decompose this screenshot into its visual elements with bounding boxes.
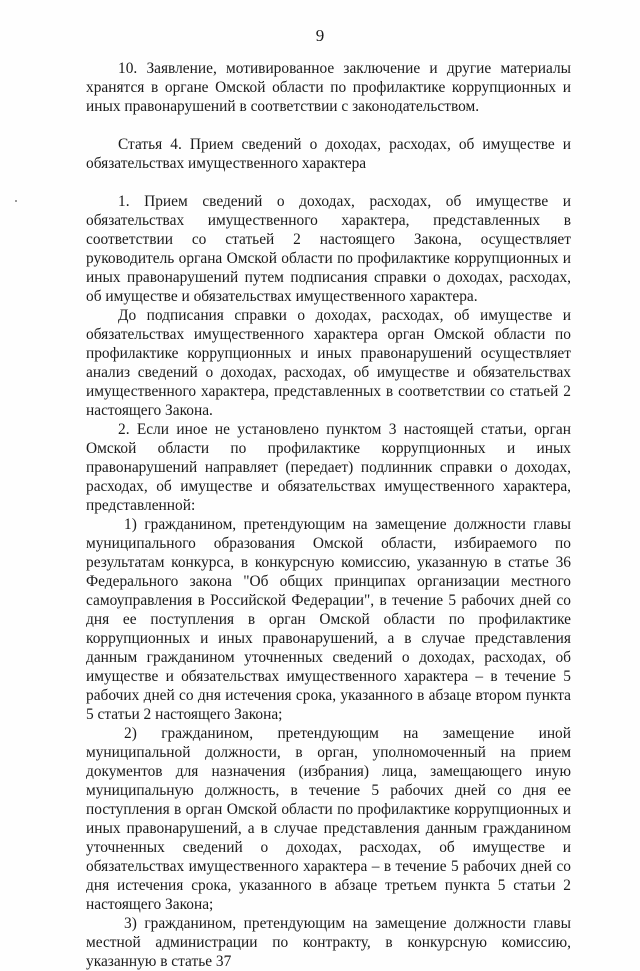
article-4-heading: Статья 4. Прием сведений о доходах, расходах, об имуществе и обязательствах имущественного характера bbox=[86, 136, 571, 172]
paragraph-storage: 10. Заявление, мотивированное заключение и другие материалы хранятся в органе Омской области по профилактике коррупционных и иных правонарушений в соответствии с законодательством. bbox=[86, 60, 571, 115]
subitem-1: 1) гражданином, претендующим на замещение должности главы муниципального образования Омской области, избираемого по результатам конкурса, в конкурсную комиссию, указанную в статье 36 Федерального закона "Об общих принципах организации местного самоуправления в Российской Федерации", в течение 5 рабочих дней со дня ее поступления в орган Омской области по профилактике коррупционных и иных правонарушений, а в случае представления данным гражданином уточненных сведений о доходах, расходах, об имуществе и обязательствах имущественного характера – в течение 5 рабочих дней со дня истечения срока, указанного в абзаце втором пункта 5 статьи 2 настоящего Закона; bbox=[86, 516, 571, 723]
paragraph-analysis: До подписания справки о доходах, расходах, об имуществе и обязательствах имущественного характера орган Омской области по профилактике коррупционных и иных правонарушений осуществляет анализ сведений о доходах, расходах, об имуществе и обязательствах имущественного характера, представленных в соответствии со статьей 2 настоящего Закона. bbox=[86, 307, 571, 419]
scan-speck bbox=[15, 200, 17, 202]
page-number: 9 bbox=[315, 26, 325, 45]
paragraph-article-4-item-2: 2. Если иное не установлено пунктом 3 настоящей статьи, орган Омской области по профилактике коррупционных и иных правонарушений направляет (передает) подлинник справки о доходах, расходах, об имуществе и обязательствах имущественного характера, представленной: bbox=[86, 421, 571, 514]
subitem-2: 2) гражданином, претендующим на замещение иной муниципальной должности, в орган, уполномоченный на прием документов для назначения (избрания) лица, замещающего иную муниципальную должность, в течение 5 рабочих дней со дня ее поступления в орган Омской области по профилактике коррупционных и иных правонарушений, а в случае представления данным гражданином уточненных сведений о доходах, расходах, об имуществе и обязательствах имущественного характера – в течение 5 рабочих дней со дня истечения срока, указанного в абзаце третьем пункта 5 статьи 2 настоящего Закона; bbox=[86, 725, 571, 913]
document-body bbox=[86, 59, 571, 971]
subitem-3: 3) гражданином, претендующим на замещение должности главы местной администрации по контракту, в конкурсную комиссию, указанную в статье 37 bbox=[86, 915, 571, 970]
paragraph-article-4-item-1: 1. Прием сведений о доходах, расходах, об имуществе и обязательствах имущественного характера, представленных в соответствии со статьей 2 настоящего Закона, осуществляет руководитель органа Омской области по профилактике коррупционных и иных правонарушений путем подписания справки о доходах, расходах, об имуществе и обязательствах имущественного характера. bbox=[86, 193, 571, 305]
